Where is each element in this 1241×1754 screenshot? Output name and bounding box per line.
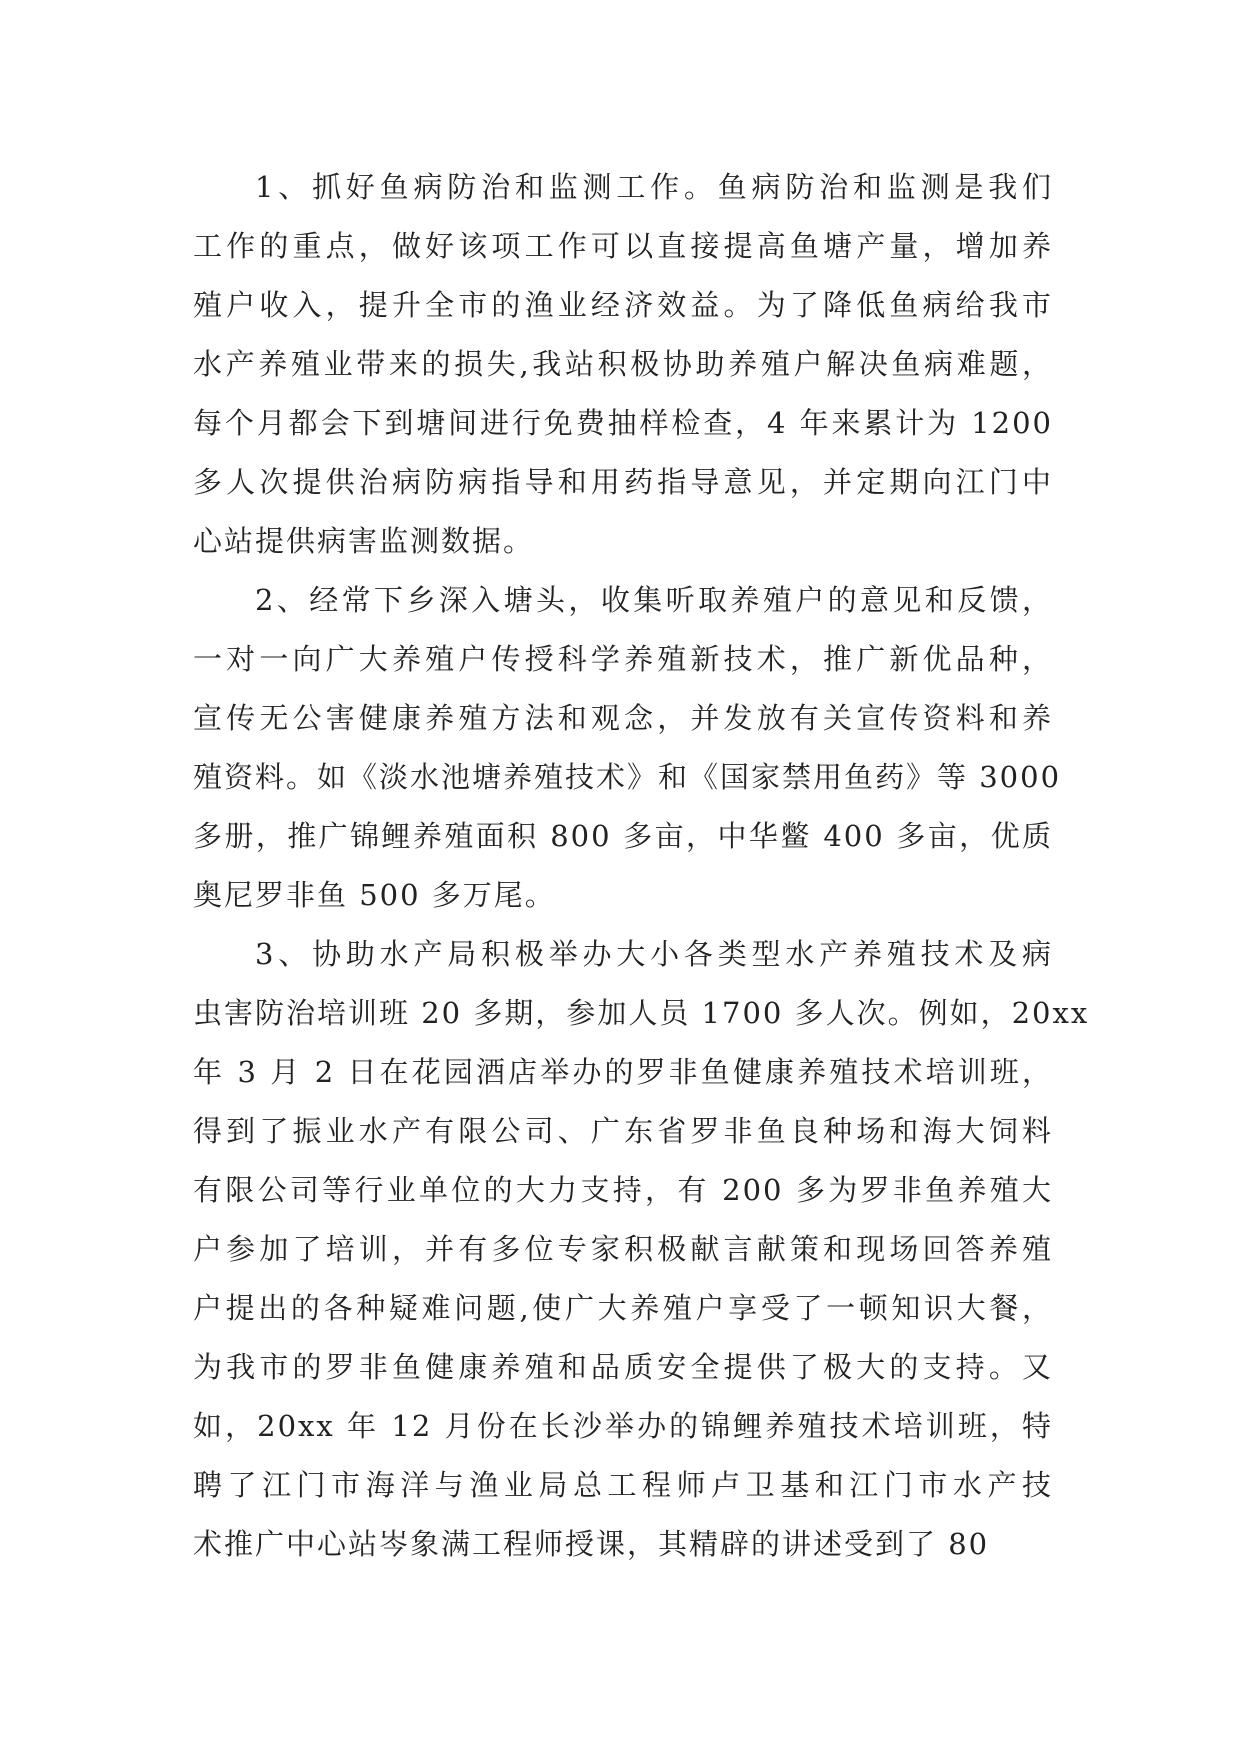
text-line: 殖户收入，提升全市的渔业经济效益。为了降低鱼病给我市 xyxy=(193,288,1053,322)
text-line: 3、协助水产局积极举办大小各类型水产养殖技术及病 xyxy=(255,937,1053,971)
text-line: 2、经常下乡深入塘头，收集听取养殖户的意见和反馈， xyxy=(255,583,1053,617)
text-line: 每个月都会下到塘间进行免费抽样检查，4 年来累计为 1200 xyxy=(193,406,1053,440)
text-line: 一对一向广大养殖户传授科学养殖新技术，推广新优品种， xyxy=(193,642,1053,676)
text-line: 得到了振业水产有限公司、广东省罗非鱼良种场和海大饲料 xyxy=(193,1114,1053,1148)
paragraph-2 xyxy=(193,571,1062,925)
paragraph-1 xyxy=(193,158,1053,571)
text-line: 宣传无公害健康养殖方法和观念，并发放有关宣传资料和养 xyxy=(193,701,1053,735)
text-line: 多人次提供治病防病指导和用药指导意见，并定期向江门中 xyxy=(193,465,1053,499)
text-line: 水产养殖业带来的损失,我站积极协助养殖户解决鱼病难题， xyxy=(193,347,1053,381)
paragraph-3 xyxy=(193,925,1090,1574)
text-line: 户参加了培训，并有多位专家积极献言献策和现场回答养殖 xyxy=(193,1232,1053,1266)
document-body xyxy=(193,158,1090,1574)
text-line: 殖资料。如《淡水池塘养殖技术》和《国家禁用鱼药》等 3000 xyxy=(193,760,1062,794)
text-line: 术推广中心站岑象满工程师授课，其精辟的讲述受到了 80 xyxy=(193,1527,990,1561)
text-line: 心站提供病害监测数据。 xyxy=(193,524,535,558)
text-line: 多册，推广锦鲤养殖面积 800 多亩，中华鳖 400 多亩，优质 xyxy=(193,819,1053,853)
text-line: 工作的重点，做好该项工作可以直接提高鱼塘产量，增加养 xyxy=(193,229,1053,263)
text-line: 如，20xx 年 12 月份在长沙举办的锦鲤养殖技术培训班，特 xyxy=(193,1409,1053,1443)
text-line: 为我市的罗非鱼健康养殖和品质安全提供了极大的支持。又 xyxy=(193,1350,1053,1384)
text-line: 户提出的各种疑难问题,使广大养殖户享受了一顿知识大餐， xyxy=(193,1291,1053,1325)
text-line: 虫害防治培训班 20 多期，参加人员 1700 多人次。例如，20xx xyxy=(193,996,1090,1030)
text-line: 有限公司等行业单位的大力支持，有 200 多为罗非鱼养殖大 xyxy=(193,1173,1053,1207)
text-line: 年 3 月 2 日在花园酒店举办的罗非鱼健康养殖技术培训班， xyxy=(193,1055,1053,1089)
text-line: 奥尼罗非鱼 500 多万尾。 xyxy=(193,878,556,912)
text-line: 1、抓好鱼病防治和监测工作。鱼病防治和监测是我们 xyxy=(255,170,1053,204)
text-line: 聘了江门市海洋与渔业局总工程师卢卫基和江门市水产技 xyxy=(193,1468,1053,1502)
